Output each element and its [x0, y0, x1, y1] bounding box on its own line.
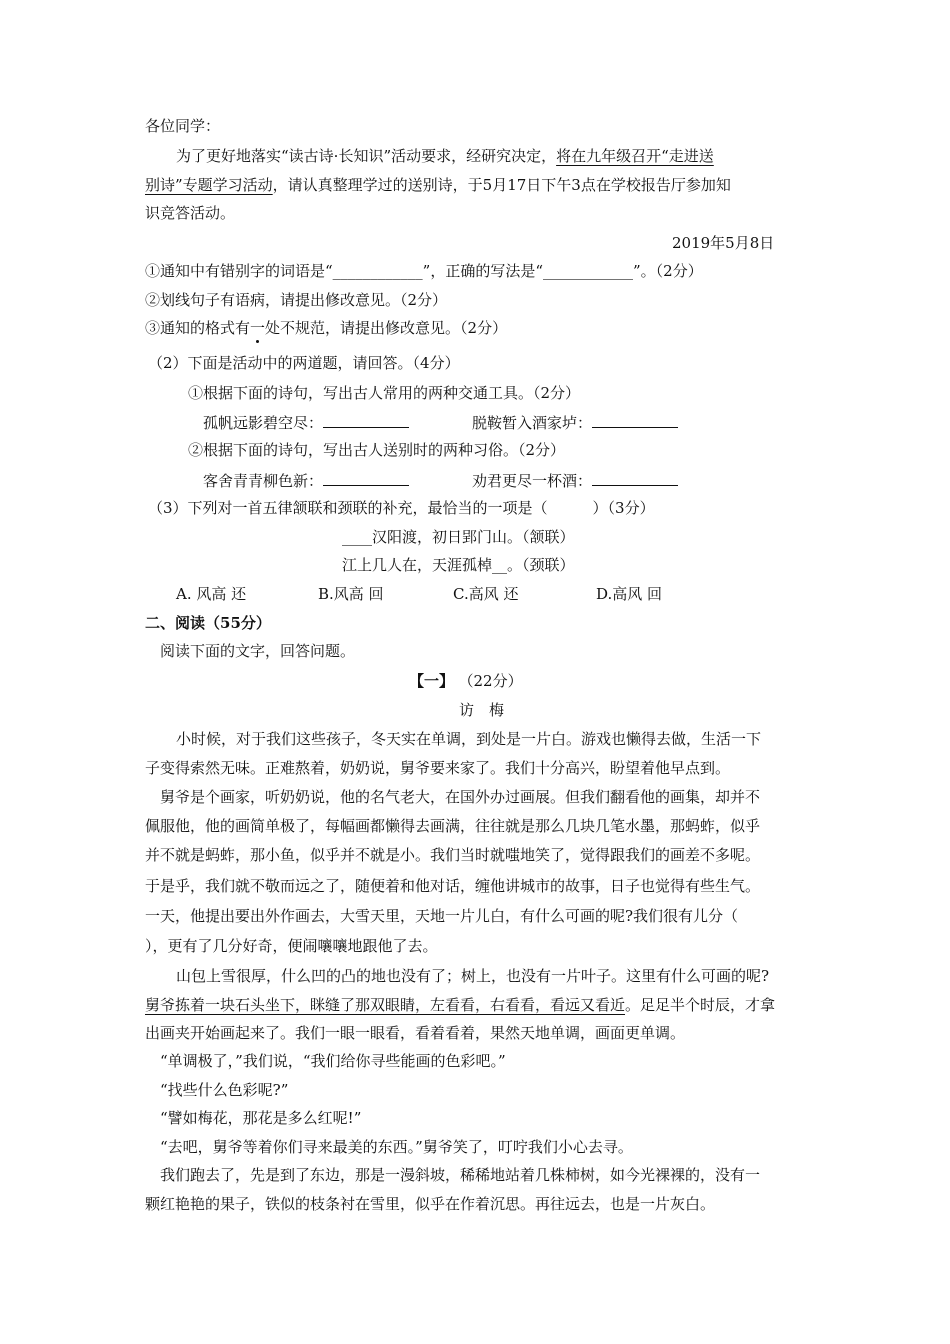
option-b[interactable]: B.风高 回: [318, 585, 384, 603]
dialogue-line-1: “单调极了，”我们说，“我们给你寻些能画的色彩吧。”: [160, 1052, 506, 1070]
poem-line-2a: [203, 470, 409, 491]
article-paragraph-1-line-2: 子变得索然无味。正难熬着，奶奶说，舅爷要来家了。我们十分高兴，盼望着他早点到。: [145, 759, 731, 777]
underlined-sentence-part1: 将在九年级召开“走进送: [556, 147, 714, 165]
option-c[interactable]: C.高风 还: [453, 585, 519, 603]
section-2-intro: 阅读下面的文字，回答问题。: [160, 642, 356, 660]
question-1-item-3: [145, 318, 507, 338]
article-paragraph-2-line-6: ），更有了几分好奇，便闹嚷嚷地跟他了去。: [145, 937, 438, 955]
notice-body-line3: 识竞答活动。: [145, 204, 236, 222]
part-label: [409, 671, 523, 691]
poem-couplet-2: 江上几人在，天涯孤棹__。（颈联）: [342, 556, 575, 574]
poem-line-2b: [472, 470, 678, 491]
question-1-item-2: ②划线句子有语病，请提出修改意见。（2分）: [145, 291, 448, 309]
notice-greeting: 各位同学：: [145, 117, 221, 135]
question-2-sub-2: ②根据下面的诗句，写出古人送别时的两种习俗。（2分）: [188, 441, 566, 459]
section-2-heading: 二、阅读（55分）: [145, 614, 271, 632]
item-3-text: ③通知的格式有: [145, 319, 251, 337]
poem-text: 客舍青青柳色新：: [203, 472, 324, 490]
question-2-sub-1: ①根据下面的诗句，写出古人常用的两种交通工具。（2分）: [188, 384, 581, 402]
notice-body-line2: [145, 175, 731, 195]
article-paragraph-4-line-2: 颗红艳艳的果子，铁似的枝条衬在雪里，似乎在作着沉思。再往远去，也是一片灰白。: [145, 1195, 716, 1213]
notice-text: 为了更好地落实“读古诗·长知识”活动要求，经研究决定，: [176, 147, 557, 165]
question-1-item-1: ①通知中有错别字的词语是“____________”，正确的写法是“____________”。（2分）: [145, 262, 703, 280]
notice-date: 2019年5月8日: [672, 234, 775, 252]
answer-blank[interactable]: [592, 470, 678, 486]
poem-text: 孤帆远影碧空尽：: [203, 414, 324, 432]
article-title: 访 梅: [459, 701, 505, 719]
article-paragraph-2-line-1: 舅爷是个画家，听奶奶说，他的名气老大，在国外办过画展。但我们翻看他的画集，却并不: [160, 788, 761, 806]
article-paragraph-1-line-1: 小时候，对于我们这些孩子，冬天实在单调，到处是一片白。游戏也懒得去做，生活一下: [176, 730, 762, 748]
dialogue-line-4: “去吧，舅爷等着你们寻来最美的东西。”舅爷笑了，叮咛我们小心去寻。: [160, 1138, 633, 1156]
underlined-sentence-part2: 别诗”专题学习活动: [145, 176, 273, 194]
option-a[interactable]: A. 风高 还: [176, 585, 247, 603]
answer-blank[interactable]: [323, 470, 409, 486]
article-paragraph-3-line-3: 出画夹开始画起来了。我们一眼一眼看，看着看着，果然天地单调，画面更单调。: [145, 1024, 686, 1042]
part-score: （22分）: [466, 672, 523, 690]
article-paragraph-3-line-1: 山包上雪很厚，什么凹的凸的地也没有了；树上，也没有一片叶子。这里有什么可画的呢?: [176, 967, 770, 985]
article-paragraph-2-line-4: 于是乎，我们就不敬而远之了，随便着和他对话，缠他讲城市的故事，日子也觉得有些生气。: [145, 877, 761, 895]
question-2-title: （2）下面是活动中的两道题，请回答。（4分）: [148, 354, 460, 372]
article-paragraph-4-line-1: 我们跑去了，先是到了东边，那是一漫斜坡，稀稀地站着几株柿树，如今光裸裸的，没有一: [160, 1166, 761, 1184]
poem-line-1b: [472, 412, 678, 433]
question-3-title: （3）下列对一首五律颔联和颈联的补充，最恰当的一项是（ ）（3分）: [148, 499, 655, 517]
notice-text: ，请认真整理学过的送别诗，于5月17日下午3点在学校报告厅参加知: [272, 176, 731, 194]
underlined-sentence: 舅爷拣着一块石头坐下，眯缝了那双眼睛，左看看，右看看，看远又看近: [145, 996, 626, 1014]
answer-blank[interactable]: [592, 412, 678, 428]
article-text: 。足足半个时辰，才拿: [625, 996, 776, 1014]
article-paragraph-2-line-5: 一天，他提出要出外作画去，大雪天里，天地一片儿白，有什么可画的呢?我们很有儿分（: [145, 907, 739, 925]
article-paragraph-2-line-3: 并不就是蚂蚱，那小鱼，似乎并不就是小。我们当时就嗤地笑了，觉得跟我们的画差不多呢。: [145, 846, 761, 864]
article-paragraph-3-line-2: [145, 995, 775, 1015]
notice-body-line1: [176, 146, 714, 166]
emphasis-dot-char: 一: [250, 319, 266, 337]
option-d[interactable]: D.高风 回: [596, 585, 663, 603]
poem-line-1a: [203, 412, 409, 433]
poem-couplet-1: ____汉阳渡，初日郢门山。（颔联）: [342, 528, 575, 546]
poem-text: 劝君更尽一杯酒：: [472, 472, 593, 490]
dialogue-line-3: “譬如梅花，那花是多么红呢!”: [160, 1109, 362, 1127]
article-paragraph-2-line-2: 佩服他，他的画简单极了，每幅画都懒得去画满，往往就是那么几块几笔水墨，那蚂蚱，似乎: [145, 817, 761, 835]
answer-blank[interactable]: [323, 412, 409, 428]
item-3-text: 处不规范，请提出修改意见。（2分）: [265, 319, 508, 337]
poem-text: 脱鞍暂入酒家垆：: [472, 414, 593, 432]
part-number: 【一】: [409, 672, 455, 690]
dialogue-line-2: “找些什么色彩呢?”: [160, 1081, 289, 1099]
